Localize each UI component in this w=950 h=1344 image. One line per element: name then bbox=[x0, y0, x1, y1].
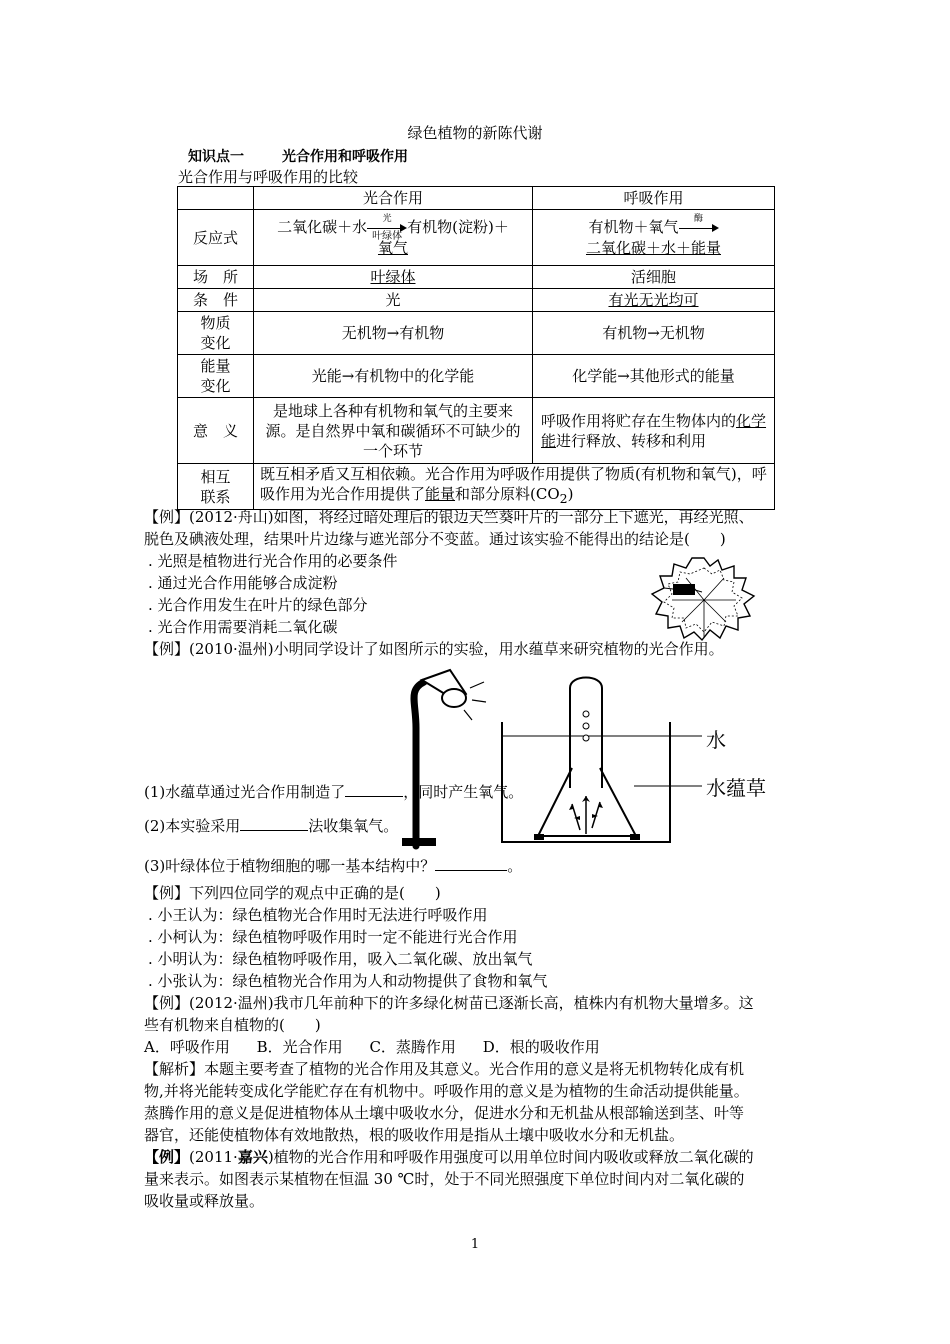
example2-text bbox=[144, 638, 724, 660]
question-2-text: (2)本实验采用 bbox=[144, 817, 241, 835]
row-label: 条 件 bbox=[178, 289, 254, 312]
comparison-title: 光合作用与呼吸作用的比较 bbox=[178, 168, 359, 186]
example3-line1: 下列四位同学的观点中正确的是( ) bbox=[189, 884, 441, 902]
condition-chloroplast: 叶绿体 bbox=[372, 231, 403, 242]
example4 bbox=[144, 992, 754, 1036]
question-2 bbox=[144, 814, 398, 837]
question-3-text: (3)叶绿体位于植物细胞的哪一基本结构中？ bbox=[144, 857, 436, 875]
option: . 通过光合作用能够合成淀粉 bbox=[148, 574, 338, 592]
knowledge-point-label: 知识点一 bbox=[188, 149, 244, 165]
choice: C．蒸腾作用 bbox=[369, 1038, 456, 1056]
place-photosynthesis-text: 叶绿体 bbox=[370, 268, 416, 286]
row-label-line2: 变化 bbox=[200, 377, 231, 395]
example5-line1: )植物的光合作用和呼吸作用强度可以用单位时间内吸收或释放二氧化碳的 bbox=[267, 1148, 754, 1166]
meaning-respiration bbox=[533, 398, 775, 464]
question-1-text: (1)水蕴草通过光合作用制造了 bbox=[144, 783, 346, 801]
analysis-line: 本题主要考查了植物的光合作用及其意义。光合作用的意义是将无机物转化成有机 bbox=[204, 1060, 745, 1078]
meaning-resp-text-b: 进行释放、转移和利用 bbox=[556, 431, 707, 450]
answer-blank[interactable] bbox=[345, 780, 403, 797]
meaning-photosynthesis: 是地球上各种有机物和氧气的主要来源。是自然界中氧和碳循环不可缺少的一个环节 bbox=[254, 398, 533, 464]
analysis-line: 器官，还能使植物体有效地散热，根的吸收作用是指从土壤中吸收水分和无机盐。 bbox=[144, 1126, 685, 1144]
example2-line1: (2010·温州)小明同学设计了如图所示的实验，用水蕴草来研究植物的光合作用。 bbox=[189, 640, 724, 658]
table-row-energy bbox=[178, 355, 775, 398]
example3-options bbox=[148, 904, 548, 992]
example4-choices bbox=[144, 1036, 600, 1058]
example-tag: 【例】 bbox=[144, 508, 190, 526]
analysis bbox=[144, 1058, 749, 1146]
option: . 光合作用需要消耗二氧化碳 bbox=[148, 618, 338, 636]
question-3-end: 。 bbox=[507, 857, 523, 875]
question-2-text-end: 法收集氧气。 bbox=[308, 817, 399, 835]
example1-line1: (2012·舟山)如图，将经过暗处理后的银边天竺葵叶片的一部分上下遮光，再经光照、 bbox=[189, 508, 754, 526]
choice: B．光合作用 bbox=[256, 1038, 343, 1056]
header-photosynthesis: 光合作用 bbox=[254, 187, 533, 210]
example-tag: 【例】 bbox=[144, 884, 190, 902]
label-waterweed: 水蕴草 bbox=[706, 776, 766, 800]
experiment-figure bbox=[380, 668, 770, 852]
example-tag: 【例】 bbox=[144, 1148, 190, 1166]
table-row-meaning bbox=[178, 398, 775, 464]
option: . 小柯认为：绿色植物呼吸作用时一定不能进行光合作用 bbox=[148, 928, 518, 946]
relation-text-a: 既互相矛盾又互相依赖。光合作用为呼吸作用提供了物质(有机物和氧气)，呼吸作用为光合作用提供了 bbox=[260, 465, 767, 503]
place-respiration: 活细胞 bbox=[533, 266, 775, 289]
table-row-condition bbox=[178, 289, 775, 312]
option: . 小张认为：绿色植物光合作用为人和动物提供了食物和氧气 bbox=[148, 972, 548, 990]
answer-blank[interactable] bbox=[240, 814, 308, 831]
example1-options bbox=[148, 550, 398, 638]
example1-text bbox=[144, 506, 814, 550]
row-label-line2: 变化 bbox=[200, 334, 231, 352]
row-label: 意 义 bbox=[178, 398, 254, 464]
example5-source-city: 嘉兴 bbox=[237, 1148, 268, 1166]
example1-line2: 脱色及碘液处理，结果叶片边缘与遮光部分不变蓝。通过该实验不能得出的结论是( ) bbox=[144, 530, 726, 548]
header-respiration: 呼吸作用 bbox=[533, 187, 775, 210]
equation-oxygen: 氧气 bbox=[377, 239, 408, 257]
place-photosynthesis bbox=[254, 266, 533, 289]
knowledge-point-heading bbox=[188, 146, 408, 166]
meaning-resp-text-a: 呼吸作用将贮存在生物体内的 bbox=[541, 411, 737, 430]
reaction-arrow bbox=[367, 214, 407, 242]
photosynthesis-equation bbox=[254, 210, 533, 266]
example-tag: 【例】 bbox=[144, 640, 190, 658]
relation-subscript: 2 bbox=[559, 491, 568, 506]
option: . 光照是植物进行光合作用的必要条件 bbox=[148, 552, 398, 570]
page-number: 1 bbox=[470, 1237, 480, 1252]
condition-photosynthesis: 光 bbox=[254, 289, 533, 312]
example5-source-a: (2011· bbox=[189, 1148, 238, 1166]
answer-blank[interactable] bbox=[435, 854, 507, 871]
relation-underlined: 能量 bbox=[425, 485, 456, 503]
option: . 光合作用发生在叶片的绿色部分 bbox=[148, 596, 368, 614]
table-row-matter bbox=[178, 312, 775, 355]
enzyme-arrow bbox=[679, 214, 719, 238]
choice: D．根的吸收作用 bbox=[482, 1038, 600, 1056]
row-label-line1: 物质 bbox=[200, 314, 231, 332]
row-label-line1: 能量 bbox=[200, 357, 231, 375]
relation-text bbox=[254, 464, 775, 510]
analysis-tag: 【解析】 bbox=[144, 1060, 205, 1078]
knowledge-point-name: 光合作用和呼吸作用 bbox=[282, 149, 408, 165]
label-water: 水 bbox=[706, 728, 726, 752]
energy-respiration: 化学能→其他形式的能量 bbox=[533, 355, 775, 398]
example4-line2: 些有机物来自植物的( ) bbox=[144, 1016, 321, 1034]
row-label-line1: 相互 bbox=[200, 467, 231, 486]
analysis-line: 物,并将光能转变成化学能贮存在有机物中。呼吸作用的意义是为植物的生命活动提供能量。 bbox=[144, 1082, 749, 1100]
example4-line1: (2012·温州)我市几年前种下的许多绿化树苗已逐渐长高，植株内有机物大量增多。这 bbox=[189, 994, 754, 1012]
row-label bbox=[178, 355, 254, 398]
matter-photosynthesis: 无机物→有机物 bbox=[254, 312, 533, 355]
example3 bbox=[144, 882, 441, 904]
meaning-resp-underlined: 化学能 bbox=[541, 411, 767, 450]
example5-line2: 量来表示。如图表示某植物在恒温 30 ℃时，处于不同光照强度下单位时间内对二氧化碳的 bbox=[144, 1170, 745, 1188]
resp-reactants: 有机物＋氧气 bbox=[588, 218, 679, 236]
row-label bbox=[178, 312, 254, 355]
option: . 小明认为：绿色植物呼吸作用，吸入二氧化碳、放出氧气 bbox=[148, 950, 533, 968]
condition-respiration-text: 有光无光均可 bbox=[608, 291, 699, 309]
resp-products: 二氧化碳＋水＋能量 bbox=[585, 239, 721, 257]
respiration-equation bbox=[533, 210, 775, 266]
example-tag: 【例】 bbox=[144, 994, 190, 1012]
row-label: 场 所 bbox=[178, 266, 254, 289]
table-header-row bbox=[178, 187, 775, 210]
question-1-text-end: ，同时产生氧气。 bbox=[403, 783, 524, 801]
row-label: 反应式 bbox=[178, 210, 254, 266]
question-1 bbox=[144, 780, 523, 803]
header-empty-cell bbox=[178, 187, 254, 210]
table-row-place bbox=[178, 266, 775, 289]
condition-light: 光 bbox=[382, 214, 392, 224]
analysis-line: 蒸腾作用的意义是促进植物体从土壤中吸收水分，促进水分和无机盐从根部输送到茎、叶等 bbox=[144, 1104, 745, 1122]
question-3 bbox=[144, 854, 522, 877]
page-title: 绿色植物的新陈代谢 bbox=[407, 124, 543, 142]
equation-reactants: 二氧化碳＋水 bbox=[277, 218, 368, 236]
example5 bbox=[144, 1146, 754, 1212]
relation-close: ) bbox=[567, 485, 574, 503]
energy-photosynthesis: 光能→有机物中的化学能 bbox=[254, 355, 533, 398]
row-label-line2: 联系 bbox=[200, 487, 231, 506]
table-row-relation bbox=[178, 464, 775, 510]
table-row-reaction bbox=[178, 210, 775, 266]
condition-respiration bbox=[533, 289, 775, 312]
choice: A．呼吸作用 bbox=[144, 1038, 230, 1056]
example5-line3: 吸收量或释放量。 bbox=[144, 1192, 265, 1210]
row-label bbox=[178, 464, 254, 510]
relation-text-b: 和部分原料(CO bbox=[455, 485, 560, 503]
leaf-figure bbox=[646, 552, 762, 644]
condition-enzyme: 酶 bbox=[693, 214, 703, 224]
equation-products: 有机物(淀粉)＋ bbox=[407, 218, 509, 236]
comparison-table bbox=[177, 186, 775, 510]
option: . 小王认为：绿色植物光合作用时无法进行呼吸作用 bbox=[148, 906, 488, 924]
matter-respiration: 有机物→无机物 bbox=[533, 312, 775, 355]
